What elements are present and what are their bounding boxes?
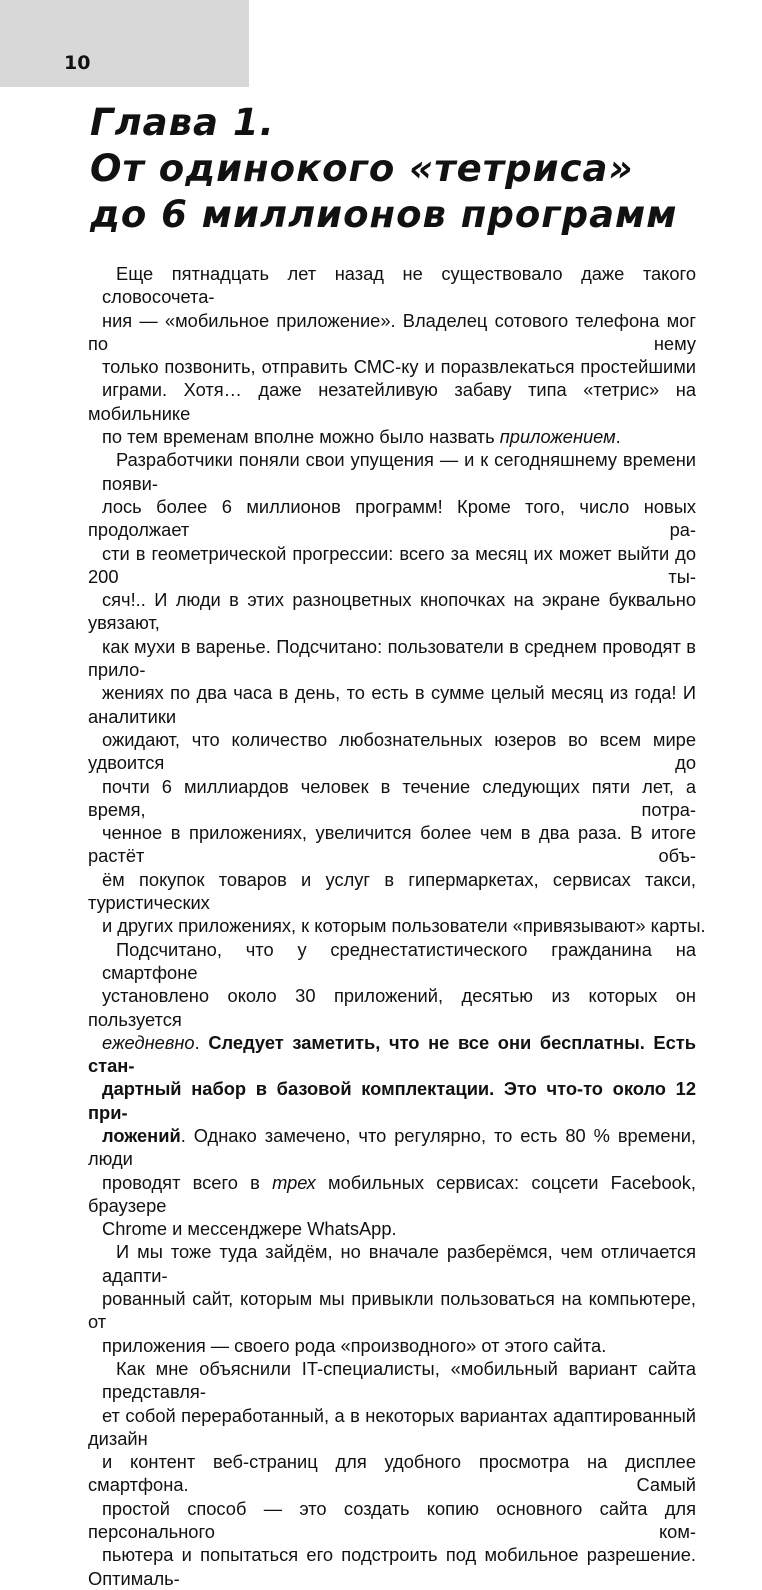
text-line: ченное в приложениях, увеличится более чем в два раза. В итоге растёт объ-	[88, 822, 696, 867]
bold-text: Следует заметить, что не все они бесплатны. Есть стан-	[88, 1031, 696, 1077]
text-run: .	[615, 426, 621, 448]
text-line: установлено около 30 приложений, десятью из которых он пользуется	[88, 985, 696, 1030]
chapter-title-line: Глава 1.	[90, 101, 275, 144]
bold-text-line: дартный набор в базовой комплектации. Это что-то около 12 при-	[88, 1078, 696, 1123]
text-line: пьютера и попытаться его подстроить под мобильное разрешение. Оптималь-	[88, 1544, 696, 1589]
paragraph	[88, 1357, 696, 1590]
text-line: играми. Хотя… даже незатейливую забаву типа «тетрис» на мобильнике	[88, 379, 696, 424]
bold-text: ложений	[102, 1124, 181, 1146]
text-line: Еще пятнадцать лет назад не существовало даже такого словосочета-	[102, 263, 696, 308]
text-line: сяч!.. И люди в этих разноцветных кнопочках на экране буквально увязают,	[88, 589, 696, 634]
text-run: проводят всего в	[102, 1171, 273, 1193]
text-line: почти 6 миллиардов человек в течение следующих пяти лет, а время, потра-	[88, 775, 696, 820]
text-line: ет собой переработанный, а в некоторых вариантах адаптированный дизайн	[88, 1404, 696, 1449]
page-number-tab	[0, 0, 249, 87]
text-line	[88, 1124, 696, 1171]
text-line: Разработчики поняли свои упущения — и к сегодняшнему времени появи-	[102, 449, 696, 494]
text-line: простой способ — это создать копию основного сайта для персонального ком-	[88, 1497, 696, 1543]
text-run: мобильных сервисах: соцсети Facebook, браузере	[88, 1171, 696, 1216]
page-number: 10	[64, 52, 91, 74]
text-line: как мухи в варенье. Подсчитано: пользователи в среднем проводят в прило-	[88, 635, 696, 681]
text-line: ожидают, что количество любознательных юзеров во всем мире удвоится до	[88, 728, 696, 774]
text-line: лось более 6 миллионов программ! Кроме того, число новых продолжает ра-	[88, 495, 696, 541]
text-line	[88, 1031, 696, 1078]
text-line: Chrome и мессенджере WhatsApp.	[102, 1218, 397, 1240]
chapter-title	[90, 100, 730, 238]
chapter-title-line: до 6 миллионов программ	[90, 193, 678, 236]
text-line: сти в геометрической прогрессии: всего за месяц их может выйти до 200 ты-	[88, 542, 696, 587]
paragraph	[88, 448, 706, 937]
text-run: . Однако замечено, что регулярно, то есть 80 % времени, люди	[88, 1124, 696, 1170]
text-run: .	[194, 1031, 209, 1053]
emphasis-text: ежедневно	[102, 1031, 195, 1053]
text-run: по тем временам вполне можно было назвать	[102, 426, 500, 448]
paragraph	[88, 1240, 696, 1356]
text-line: жениях по два часа в день, то есть в сумме целый месяц из года! И аналитики	[88, 682, 696, 727]
text-line: И мы тоже туда зайдём, но вначале разберёмся, чем отличается адапти-	[102, 1241, 696, 1286]
text-line: Как мне объяснили IT-специалисты, «мобильный вариант сайта представля-	[102, 1357, 696, 1403]
body-text	[88, 262, 706, 1590]
text-line: ния — «мобильное приложение». Владелец сотового телефона мог по нему	[88, 309, 696, 354]
text-line	[88, 425, 696, 448]
text-line: ём покупок товаров и услуг в гипермаркетах, сервисах такси, туристических	[88, 868, 696, 914]
paragraph	[88, 938, 696, 1241]
text-line: только позвонить, отправить СМС-ку и поразвлекаться простейшими	[102, 356, 696, 378]
text-line	[88, 1171, 696, 1218]
paragraph	[88, 262, 696, 448]
text-line: приложения — своего рода «производного» от этого сайта.	[102, 1334, 607, 1356]
text-line: и контент веб-страниц для удобного просмотра на дисплее смартфона. Самый	[88, 1451, 696, 1496]
emphasis-text: приложением	[499, 426, 616, 448]
chapter-title-line: От одинокого «тетриса»	[90, 147, 634, 190]
emphasis-text: трех	[272, 1171, 316, 1193]
text-line: рованный сайт, которым мы привыкли пользоваться на компьютере, от	[88, 1288, 696, 1333]
text-line: Подсчитано, что у среднестатистического гражданина на смартфоне	[102, 938, 696, 983]
text-line: и других приложениях, к которым пользователи «привязывают» карты.	[102, 915, 706, 937]
